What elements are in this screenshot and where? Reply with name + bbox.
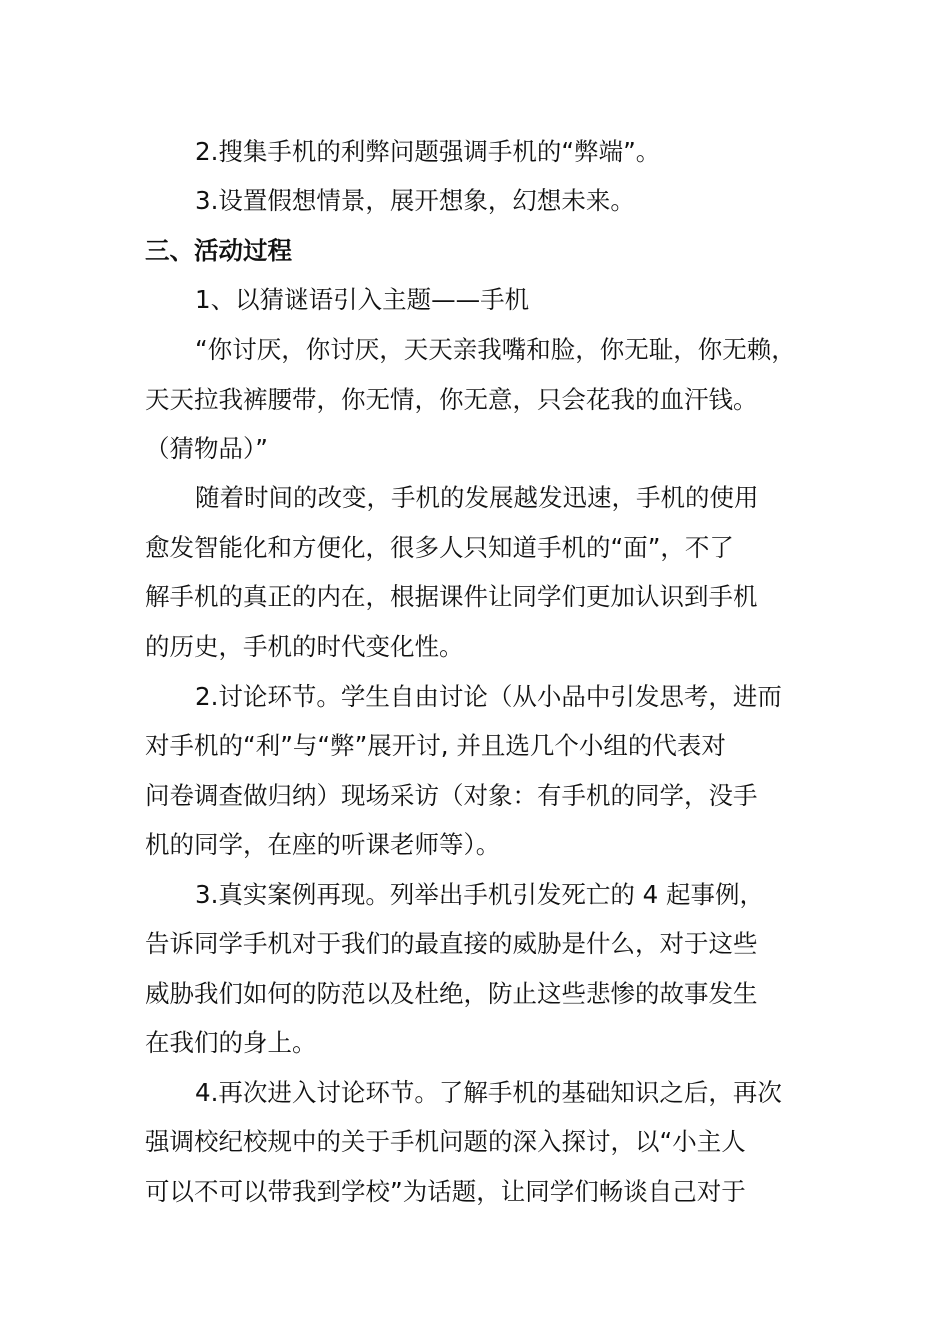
step-2-line: 2.讨论环节。学生自由讨论（从小品中引发思考，进而 (195, 682, 782, 711)
step-3-line: 告诉同学手机对于我们的最直接的威胁是什么，对于这些 (145, 929, 758, 958)
riddle-line-3: （猜物品）” (145, 434, 268, 463)
paragraph-line: 随着时间的改变，手机的发展越发迅速，手机的使用 (195, 483, 759, 512)
paragraph-line: 解手机的真正的内在，根据课件让同学们更加认识到手机 (145, 582, 758, 611)
riddle-line-1: “你讨厌，你讨厌，天天亲我嘴和脸，你无耻，你无赖， (195, 335, 796, 364)
step-4-line: 可以不可以带我到学校”为话题，让同学们畅谈自己对于 (145, 1177, 746, 1206)
step-3-line: 在我们的身上。 (145, 1028, 317, 1057)
riddle-line-2: 天天拉我裤腰带，你无情，你无意，只会花我的血汗钱。 (145, 385, 758, 414)
step-3-line: 3.真实案例再现。列举出手机引发死亡的 4 起事例， (195, 880, 765, 909)
paragraph-line: 愈发智能化和方便化，很多人只知道手机的“面”，不了 (145, 533, 734, 562)
step-2-line: 机的同学，在座的听课老师等）。 (145, 830, 501, 859)
step-4-line: 强调校纪校规中的关于手机问题的深入探讨，以“小主人 (145, 1127, 746, 1156)
section-heading-activity-process: 三、活动过程 (145, 236, 292, 265)
paragraph-line: 的历史，手机的时代变化性。 (145, 632, 464, 661)
step-4-line: 4.再次进入讨论环节。了解手机的基础知识之后，再次 (195, 1078, 782, 1107)
step-2-line: 对手机的“利”与“弊”展开讨, 并且选几个小组的代表对 (145, 731, 726, 760)
method-item-3: 3.设置假想情景，展开想象，幻想未来。 (195, 186, 635, 215)
step-1-title: 1、以猜谜语引入主题——手机 (195, 285, 530, 314)
step-3-line: 威胁我们如何的防范以及杜绝，防止这些悲惨的故事发生 (145, 979, 758, 1008)
method-item-2: 2.搜集手机的利弊问题强调手机的“弊端”。 (195, 137, 661, 166)
step-2-line: 问卷调查做归纳）现场采访（对象：有手机的同学，没手 (145, 781, 758, 810)
